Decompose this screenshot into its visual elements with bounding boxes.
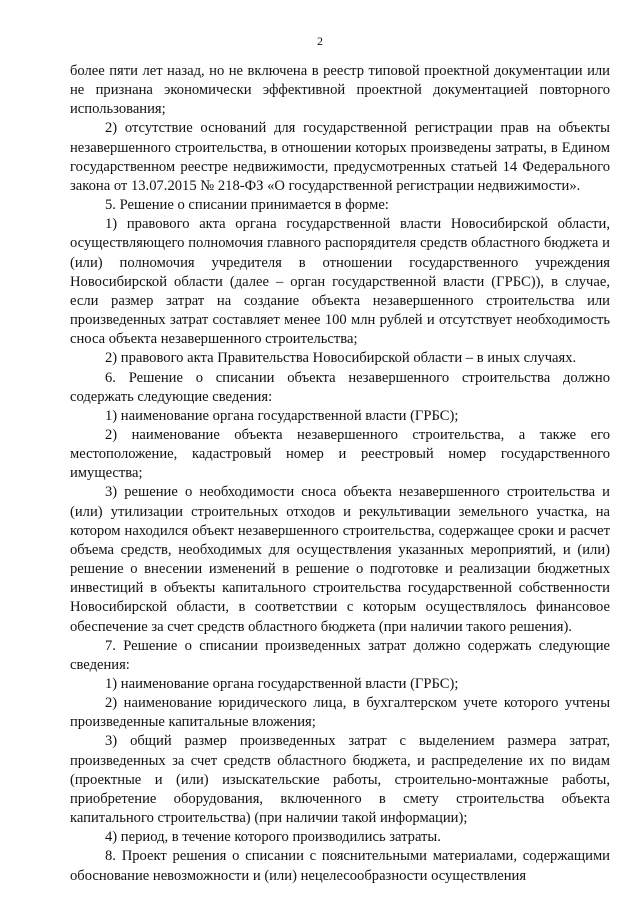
paragraph-item-7-2: 2) наименование юридического лица, в бухгалтерском учете которого учтены произведенные капитальные вложения; (70, 695, 610, 731)
paragraph-item-6-1: 1) наименование органа государственной власти (ГРБС); (105, 407, 459, 424)
paragraph-item-5-1: 1) правового акта органа государственной власти Новосибирской области, осуществляющего полномочия главного распорядителя средств областного бюджета и (или) полномочия учредителя в отношении государственного учреждения Новосибирской области (далее – орган государственной власти (ГРБС)), в случае, если размер затрат на создание объекта незавершенного строительства или произведенных затрат составляет менее 100 млн рублей и отсутствует необходимость сноса объекта незавершенного строительства; (70, 216, 610, 348)
paragraph-item-7-1: 1) наименование органа государственной власти (ГРБС); (105, 676, 459, 692)
paragraph-section-7: 7. Решение о списании произведенных затрат должно содержать следующие сведения: (70, 637, 610, 673)
paragraph-item-7-3: 3) общий размер произведенных затрат с выделением размера затрат, произведенных за счет средств областного бюджета, и распределение их по видам (проектные и (или) изыскательские работы, строительно-монтажные работы, приобретение оборудования, включенного в смету строительства объекта капитального строительства) (при наличии такой информации); (70, 733, 610, 827)
paragraph-section-5: 5. Решение о списании принимается в форме: (105, 197, 389, 214)
paragraph-item-6-3: 3) решение о необходимости сноса объекта незавершенного строительства и (или) утилизации строительных отходов и рекультивации земельного участка, на котором находился объект незавершенного строительства, содержащее сроки и расчет объема средств, необходимых для осуществления указанных мероприятий, и (или) решение о внесении изменений в решение о подготовке и реализации бюджетных инвестиций в объекты капитального строительства государственной собственности Новосибирской области, в соответствии с которым осуществлялось финансовое обеспечение за счет средств областного бюджета (при наличии такого решения). (70, 484, 610, 635)
page-number: 2 (317, 34, 323, 48)
paragraph-item-7-4: 4) период, в течение которого производились затраты. (105, 829, 441, 846)
paragraph-item-6-2: 2) наименование объекта незавершенного строительства, а также его местоположение, кадастровый номер и реестровый номер государственного имущества; (70, 426, 610, 482)
document-body (70, 62, 610, 886)
paragraph-item-4-2: 2) отсутствие оснований для государственной регистрации прав на объекты незавершенного строительства, в отношении которых произведены затраты, в Едином государственном реестре недвижимости, предусмотренных статьей 14 Федерального закона от 13.07.2015 № 218-ФЗ «О государственной регистрации недвижимости». (70, 120, 610, 194)
paragraph-section-8: 8. Проект решения о списании с пояснительными материалами, содержащими обоснование невозможности и (или) нецелесообразности осуществления (70, 848, 610, 884)
paragraph-section-6: 6. Решение о списании объекта незавершенного строительства должно содержать следующие сведения: (70, 369, 610, 405)
paragraph-continuation: более пяти лет назад, но не включена в реестр типовой проектной документации или не признана экономически эффективной проектной документацией повторного использования; (70, 63, 610, 118)
paragraph-item-5-2: 2) правового акта Правительства Новосибирской области – в иных случаях. (105, 350, 577, 367)
